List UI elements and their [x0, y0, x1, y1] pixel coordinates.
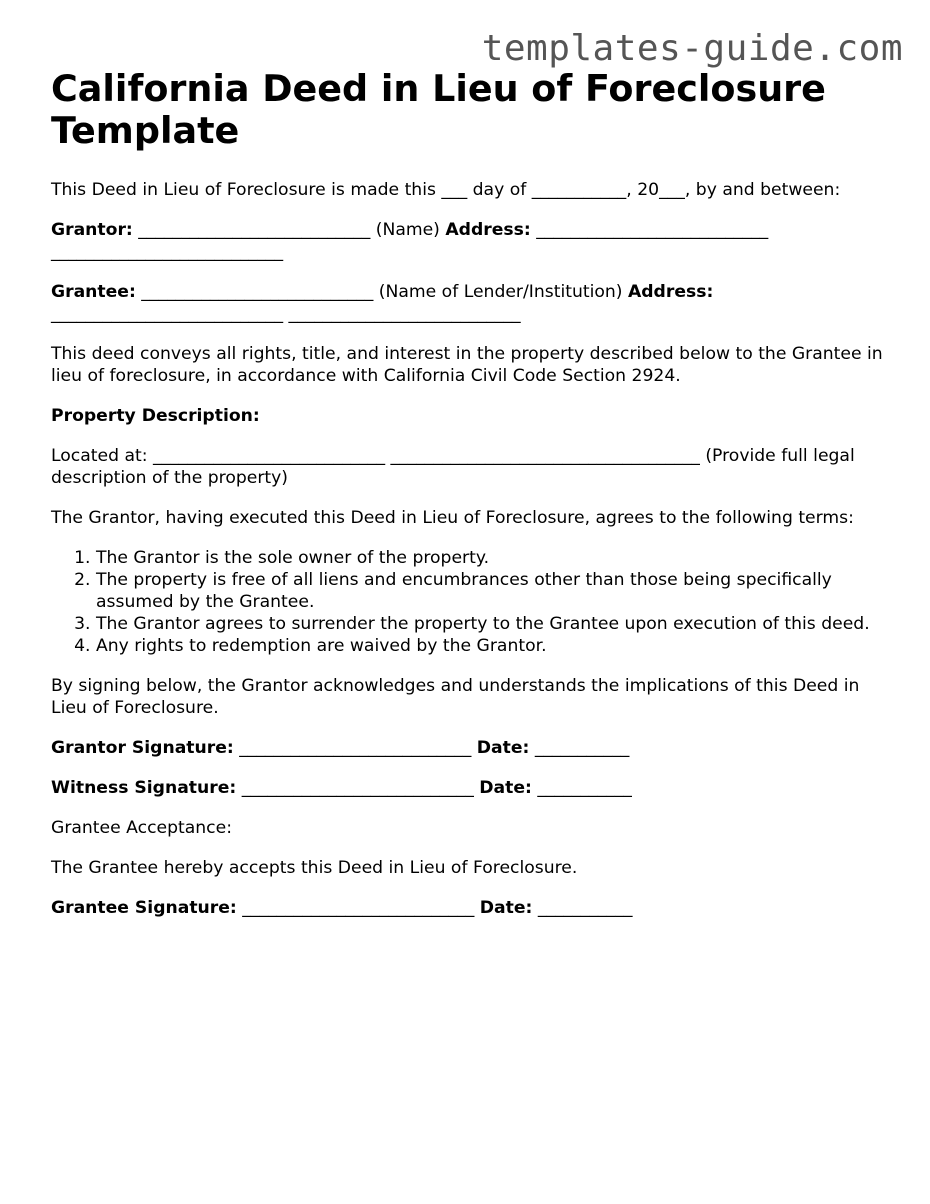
grantor-signature-blank: ___________________________	[239, 738, 472, 758]
terms-list	[51, 547, 886, 657]
witness-date-label: Date:	[479, 778, 532, 798]
grantee-acceptance-text: The Grantee hereby accepts this Deed in Lieu of Foreclosure.	[51, 858, 578, 878]
grantee-signature-label: Grantee Signature:	[51, 898, 237, 918]
grantee-signature-line	[51, 897, 886, 919]
witness-date-blank: ___________	[537, 778, 632, 798]
witness-signature-label: Witness Signature:	[51, 778, 237, 798]
list-item: 3. The Grantor agrees to surrender the property to the Grantee upon execution of this deed.	[96, 613, 886, 635]
property-heading-text: Property Description:	[51, 406, 260, 426]
list-item: 2. The property is free of all liens and encumbrances other than those being specifically assumed by the Grantee.	[96, 569, 886, 613]
located-blank-2: ____________________________________	[390, 446, 700, 466]
located-label: Located at:	[51, 446, 148, 466]
grantor-label: Grantor:	[51, 220, 133, 240]
grantee-date-blank: ___________	[537, 898, 633, 918]
intro-paragraph: This Deed in Lieu of Foreclosure is made this ___ day of ___________, 20___, by and between:	[51, 180, 841, 200]
witness-signature-line	[51, 777, 886, 799]
grantee-name-hint: (Name of Lender/Institution)	[378, 282, 623, 302]
grantee-label: Grantee:	[51, 282, 136, 302]
grantee-signature-blank: ___________________________	[242, 898, 475, 918]
grantor-name-hint: (Name)	[375, 220, 440, 240]
grantor-date-label: Date:	[476, 738, 530, 758]
document-page	[51, 68, 886, 937]
grantee-address-blank-2: ___________________________	[288, 304, 521, 324]
document-title: California Deed in Lieu of Foreclosure Template	[51, 67, 826, 152]
grantee-address-blank: ___________________________	[51, 304, 284, 324]
grantor-signature-label: Grantor Signature:	[51, 738, 234, 758]
grantor-address-blank: ___________________________	[536, 220, 769, 240]
grantor-address-blank-2: ___________________________	[51, 242, 284, 262]
list-item: 1. The Grantor is the sole owner of the property.	[96, 547, 886, 569]
grantor-line	[51, 219, 886, 263]
terms-intro: The Grantor, having executed this Deed in Lieu of Foreclosure, agrees to the following terms:	[51, 508, 854, 528]
grantor-date-blank: ___________	[534, 738, 630, 758]
grantor-signature-line	[51, 737, 886, 759]
grantor-address-label: Address:	[445, 220, 531, 240]
grantee-acceptance-heading: Grantee Acceptance:	[51, 818, 232, 838]
located-line	[51, 445, 886, 489]
property-heading	[51, 405, 886, 427]
grantor-name-blank: ___________________________	[138, 220, 371, 240]
located-hint: (Provide full legal description of the property)	[51, 446, 855, 488]
list-item: 4. Any rights to redemption are waived by the Grantor.	[96, 635, 886, 657]
watermark: templates-guide.com	[481, 28, 903, 69]
witness-signature-blank: ___________________________	[241, 778, 474, 798]
grantee-name-blank: ___________________________	[141, 282, 374, 302]
grantee-line	[51, 281, 886, 325]
grantee-address-label: Address:	[627, 282, 714, 302]
acknowledge-paragraph: By signing below, the Grantor acknowledges and understands the implications of this Deed in Lieu of Foreclosure.	[51, 676, 860, 718]
located-blank: ___________________________	[153, 446, 386, 466]
grantee-date-label: Date:	[479, 898, 533, 918]
conveyance-paragraph: This deed conveys all rights, title, and interest in the property described below to the Grantee in lieu of foreclosure, in accordance with California Civil Code Section 2924.	[51, 344, 883, 386]
